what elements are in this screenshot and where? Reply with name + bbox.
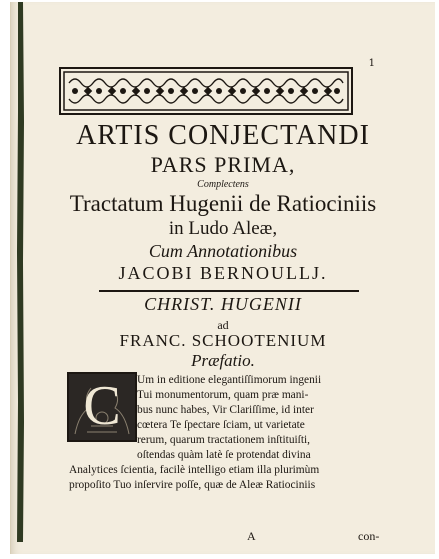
title-main: ARTIS CONJECTANDI xyxy=(76,120,370,151)
body-line: cœtera Te ſpectare ſciam, ut varietate xyxy=(137,419,305,431)
body-line: Tui monumentorum, quam præ mani- xyxy=(137,389,309,401)
title-complectens: Complectens xyxy=(197,179,249,190)
title-ludo-aleae: in Ludo Aleæ, xyxy=(168,218,278,239)
title-author: JACOBI BERNOULLJ. xyxy=(118,263,328,283)
body-line: Analytices ſcientia, facilè intelligo etiam illa plurimùm xyxy=(69,464,320,476)
body-line: bus nunc habes, Vir Clariſſime, id inter xyxy=(137,404,314,416)
horizontal-rule xyxy=(99,290,359,292)
body-line: propoſito Tuo inſervire poſſe, quæ de Aleæ Ratiociniis xyxy=(69,479,316,491)
heading-hugenii: CHRIST. HUGENII xyxy=(144,294,302,314)
body-line: oſtendas quàm latè ſe protendat divina xyxy=(137,449,311,461)
catchword: con- xyxy=(358,529,380,543)
body-line: Um in editione elegantiſſimorum ingenii xyxy=(137,374,322,386)
drop-cap-letter: C xyxy=(83,375,121,437)
heading-ad: ad xyxy=(217,318,229,332)
title-annotationibus: Cum Annotationibus xyxy=(148,241,298,261)
book-page xyxy=(10,2,435,554)
heading-schootenium: FRANC. SCHOOTENIUM xyxy=(119,331,327,350)
decorated-initial xyxy=(67,372,137,442)
title-tractatum: Tractatum Hugenii de Ratiociniis xyxy=(69,191,377,216)
heading-praefatio: Præfatio. xyxy=(191,351,255,370)
signature-mark: A xyxy=(247,529,256,543)
page-number: 1 xyxy=(368,58,375,69)
title-part: PARS PRIMA, xyxy=(150,152,296,177)
headpiece-ornament xyxy=(59,67,353,115)
body-line: rerum, quarum tractationem inſtituiſti, xyxy=(137,434,311,446)
